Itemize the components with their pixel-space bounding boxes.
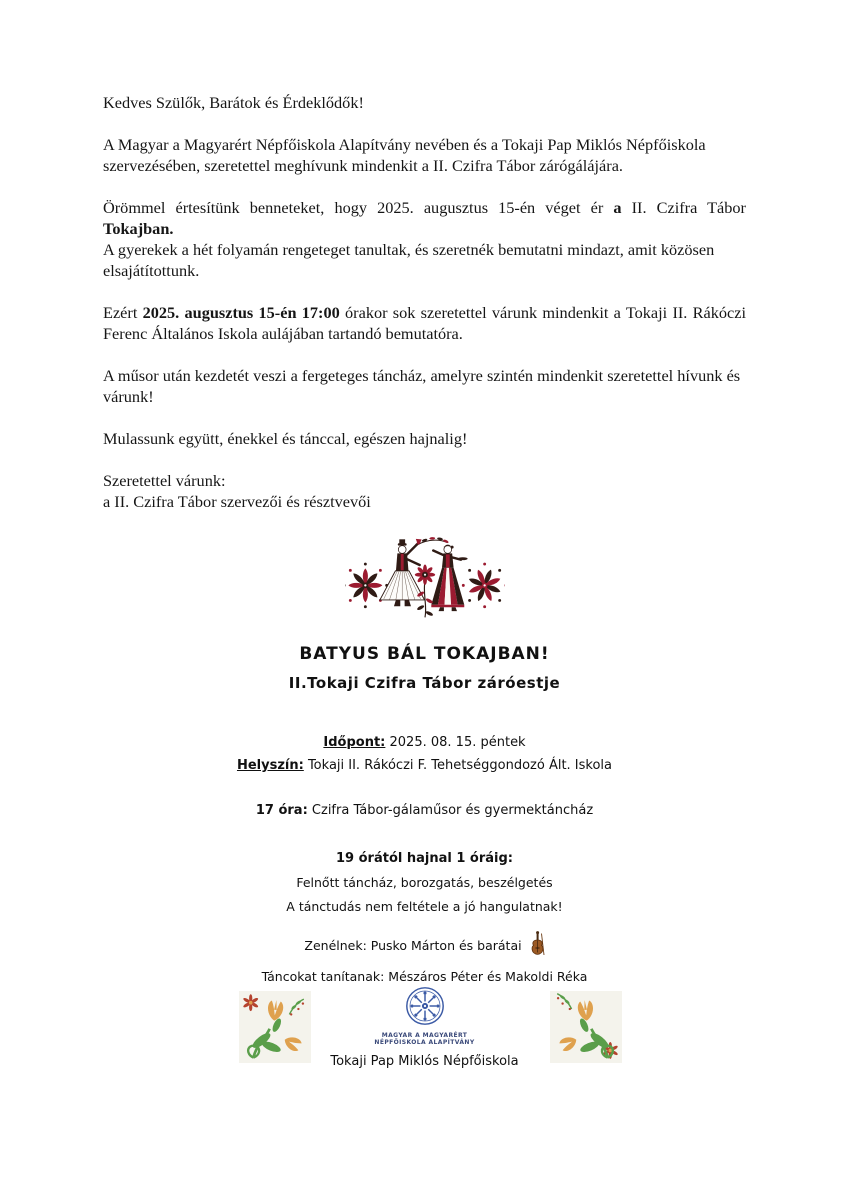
program-17h-value: Czifra Tábor-gálaműsor és gyermektáncház (311, 803, 594, 818)
foundation-emblem (405, 986, 445, 1026)
flyer-title: BATYUS BÁL TOKAJBAN! (299, 644, 550, 664)
where-label: Helyszín: (236, 758, 304, 773)
when-text-post: órakor sok szeretettel várunk mindenkit a Tokaji II. Rákóczi Ferenc Általános Iskola aulájában tartandó bemutatóra. (103, 303, 746, 343)
program-evening-heading: 19 órától hajnal 1 óráig: (336, 851, 513, 866)
program-17h-line (0, 799, 849, 822)
musicians-text: Zenélnek: Pusko Márton és barátai (304, 938, 522, 953)
foundation-block (0, 986, 849, 1070)
paragraph-fun: Mulassunk együtt, énekkel és tánccal, egészen hajnalig! (103, 429, 468, 448)
program-evening-line-2: A tánctudás nem feltétele a jó hangulatnak! (286, 899, 563, 914)
teachers-line: Táncokat tanítanak: Mészáros Péter és Makoldi Réka (261, 969, 588, 984)
folk-dancers-ornament (0, 533, 849, 630)
foundation-name-small (0, 1032, 849, 1046)
when-bold-datetime: 2025. augusztus 15-én 17:00 (142, 303, 340, 322)
when-text-pre: Ezért (103, 303, 138, 322)
where-line (0, 754, 849, 777)
violin-icon (530, 931, 545, 965)
paragraph-news (103, 197, 746, 239)
paragraph-invitation: A Magyar a Magyarért Népfőiskola Alapítvány nevében és a Tokaji Pap Miklós Népfőiskola szervezésében, szeretettel meghívunk mindenkit a II. Czifra Tábor zárógálájára. (103, 135, 706, 175)
paragraph-when (103, 302, 746, 344)
news-bold-tokajban: Tokajban. (103, 219, 174, 238)
program-evening-block (0, 847, 849, 919)
when-value: 2025. 08. 15. péntek (389, 735, 526, 750)
flyer-details (0, 731, 849, 777)
program-evening-line-1: Felnőtt táncház, borozgatás, beszélgetés (296, 875, 553, 890)
credits-block (0, 931, 849, 989)
closing-line-1: Szeretettel várunk: (103, 471, 226, 490)
when-label: Időpont: (323, 735, 386, 750)
news-bold-a: a (613, 198, 622, 217)
foundation-name-line-1: MAGYAR A MAGYARÉRT (381, 1032, 468, 1039)
letter-body (0, 0, 849, 512)
flyer-section (0, 533, 849, 989)
paragraph-kids: A gyerekek a hét folyamán rengeteget tanultak, és szeretnék bemutatni mindazt, amit közösen elsajátítottunk. (103, 240, 715, 280)
tulip-folk-motif-right (549, 991, 623, 1063)
closing-line-2: a II. Czifra Tábor szervezői és résztvevői (103, 492, 371, 511)
flyer-subtitle: II.Tokaji Czifra Tábor záróestje (288, 674, 561, 692)
paragraph-dance: A műsor után kezdetét veszi a fergeteges táncház, amelyre szintén mindenkit szeretettel hívunk és várunk! (103, 366, 741, 406)
program-17h-label: 17 óra: (255, 803, 308, 818)
when-line (0, 731, 849, 754)
greeting-line: Kedves Szülők, Barátok és Érdeklődők! (103, 93, 364, 112)
news-text-mid: II. Czifra Tábor (631, 198, 746, 217)
school-name: Tokaji Pap Miklós Népfőiskola (330, 1054, 519, 1069)
closing-block (103, 470, 746, 512)
where-value: Tokaji II. Rákóczi F. Tehetséggondozó Ált. Iskola (307, 758, 613, 773)
foundation-name-line-2: NÉPFŐISKOLA ALAPÍTVÁNY (374, 1039, 475, 1046)
musicians-line (0, 931, 849, 965)
news-text-pre: Örömmel értesítünk benneteket, hogy 2025. augusztus 15-én véget ér (103, 198, 604, 217)
